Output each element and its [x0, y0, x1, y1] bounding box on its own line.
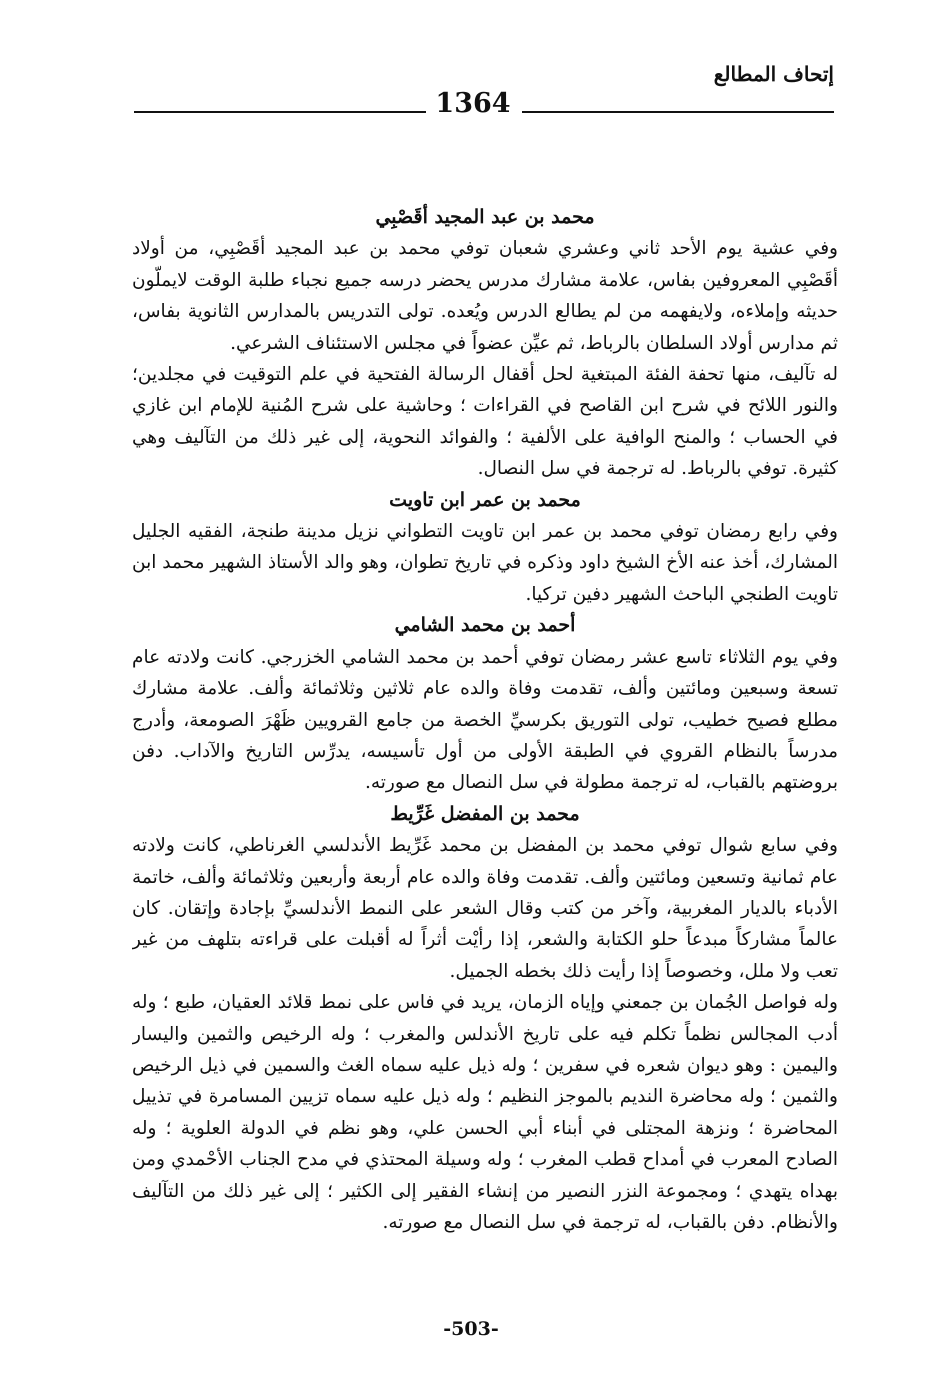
entry-paragraph: وفي عشية يوم الأحد ثاني وعشري شعبان توفي محمد بن عبد المجيد أقَصْبِي، من أولاد أقَصْبِي المعروفين بفاس، علامة مشارك مدرس يحضر درسه جميع نجباء طلبة الوقت لايملّون حديثه وإملاءه، ولايفهمه من لم يطالع الدرس ويُعده. تولى التدريس بالمدارس الثانوية بفاس، ثم مدارس أولاد السلطان بالرباط، ثم عيِّن عضواً في مجلس الاستئناف الشرعي. [132, 238, 838, 354]
entry-paragraph: وفي رابع رمضان توفي محمد بن عمر ابن تاويت التطواني نزيل مدينة طنجة، الفقيه الجليل المشارك، أخذ عنه الأخ الشيخ داود وذكره في تاريخ تطوان، وهو والد الأستاذ الشهير محمد ابن تاويت الطنجي الباحث الشهير دفين تركيا. [132, 521, 838, 605]
header-rule-right [522, 111, 834, 113]
page-number: 1364 [435, 88, 511, 119]
entry-title: محمد بن عمر ابن تاويت [389, 488, 581, 511]
header-rule-left [134, 111, 426, 113]
entry-title: أحمد بن محمد الشامي [394, 614, 576, 637]
folio-number: -503- [443, 1318, 499, 1340]
page-body [132, 202, 838, 1292]
running-title: إتحاف المطالع [713, 62, 834, 86]
entry-paragraph: وفي يوم الثلاثاء تاسع عشر رمضان توفي أحمد بن محمد الشامي الخزرجي. كانت ولادته عام تسعة وسبعين ومائتين وألف، تقدمت وفاة والده عام ثلاثين وثلاثمائة وألف. علامة مشارك مطلع فصيح خطيب، تولى التوريق بكرسيِّ الخصة من جامع القرويين ظَهْرَ الصومعة، وأدرج مدرساً بالنظام القروي في الطبقة الأولى من أول تأسيسه، يدرِّس التاريخ والآداب. دفن بروضتهم بالقباب، له ترجمة مطولة في سل النصال مع صورته. [132, 646, 838, 794]
entry-paragraph: له تآليف، منها تحفة الفئة المبتغية لحل أقفال الرسالة الفتحية في علم التوقيت في مجلدين؛ والنور اللائح في شرح ابن القاصح في القراءات ؛ وحاشية على شرح المُنية للإمام ابن غازي في الحساب ؛ والمنح الوافية على الألفية ؛ والفوائد النحوية، إلى غير ذلك من التآليف وهي كثيرة. توفي بالرباط. له ترجمة في سل النصال. [132, 364, 838, 480]
entry-paragraph: وفي سابع شوال توفي محمد بن المفضل بن محمد غَرِّيط الأندلسي الغرناطي، كانت ولادته عام ثمانية وتسعين ومائتين وألف. تقدمت وفاة والده عام أربعة وأربعين وثلاثمائة وألف، خاتمة الأدباء بالديار المغربية، وآخر من كتب وقال الشعر على النمط الأندلسيِّ بإجادة وإتقان. كان عالماً مشاركاً مبدعاً حلو الكتابة والشعر، إذا رأيْت أثراً له أقبلت على قراءته بتلهف من غير تعب ولا ملل، وخصوصاً إذا رأيت ذلك بخطه الجميل. [132, 835, 838, 982]
entry-title: محمد بن عبد المجيد أقَصْبِي [375, 206, 595, 228]
entry-paragraph: وله فواصل الجُمان بن جمعني وإياه الزمان، يريد في فاس على نمط قلائد العقيان، طبع ؛ وله أدب المجالس نظماً تكلم فيه على تاريخ الأندلس والمغرب ؛ وله الرخيص والثمين واليسار واليمين : وهو ديوان شعره في سفرين ؛ وله ذيل عليه سماه الغث والسمين في ذيل الرخيص والثمين ؛ وله محاضرة النديم بالموجز النظيم ؛ وله ذيل عليه سماه تزيين المسامرة في تذييل المحاضرة ؛ ونزهة المجتلى في أبناء أبي الحسن علي، وهو نظم في الدولة العلوية ؛ وله الصادح المعرب في أمداح قطب المغرب ؛ وله وسيلة المحتذي في مدح الجناب الأحْمدي ومن بهداه يتهدي ؛ ومجموعة النزر النصير من إنشاء الفقير إلى الكثير ؛ إلى غير ذلك من التآليف والأنظام. دفن بالقباب، له ترجمة في سل النصال مع صورته. [132, 992, 838, 1233]
entry-title: محمد بن المفضل غَرِّيط [390, 802, 580, 825]
